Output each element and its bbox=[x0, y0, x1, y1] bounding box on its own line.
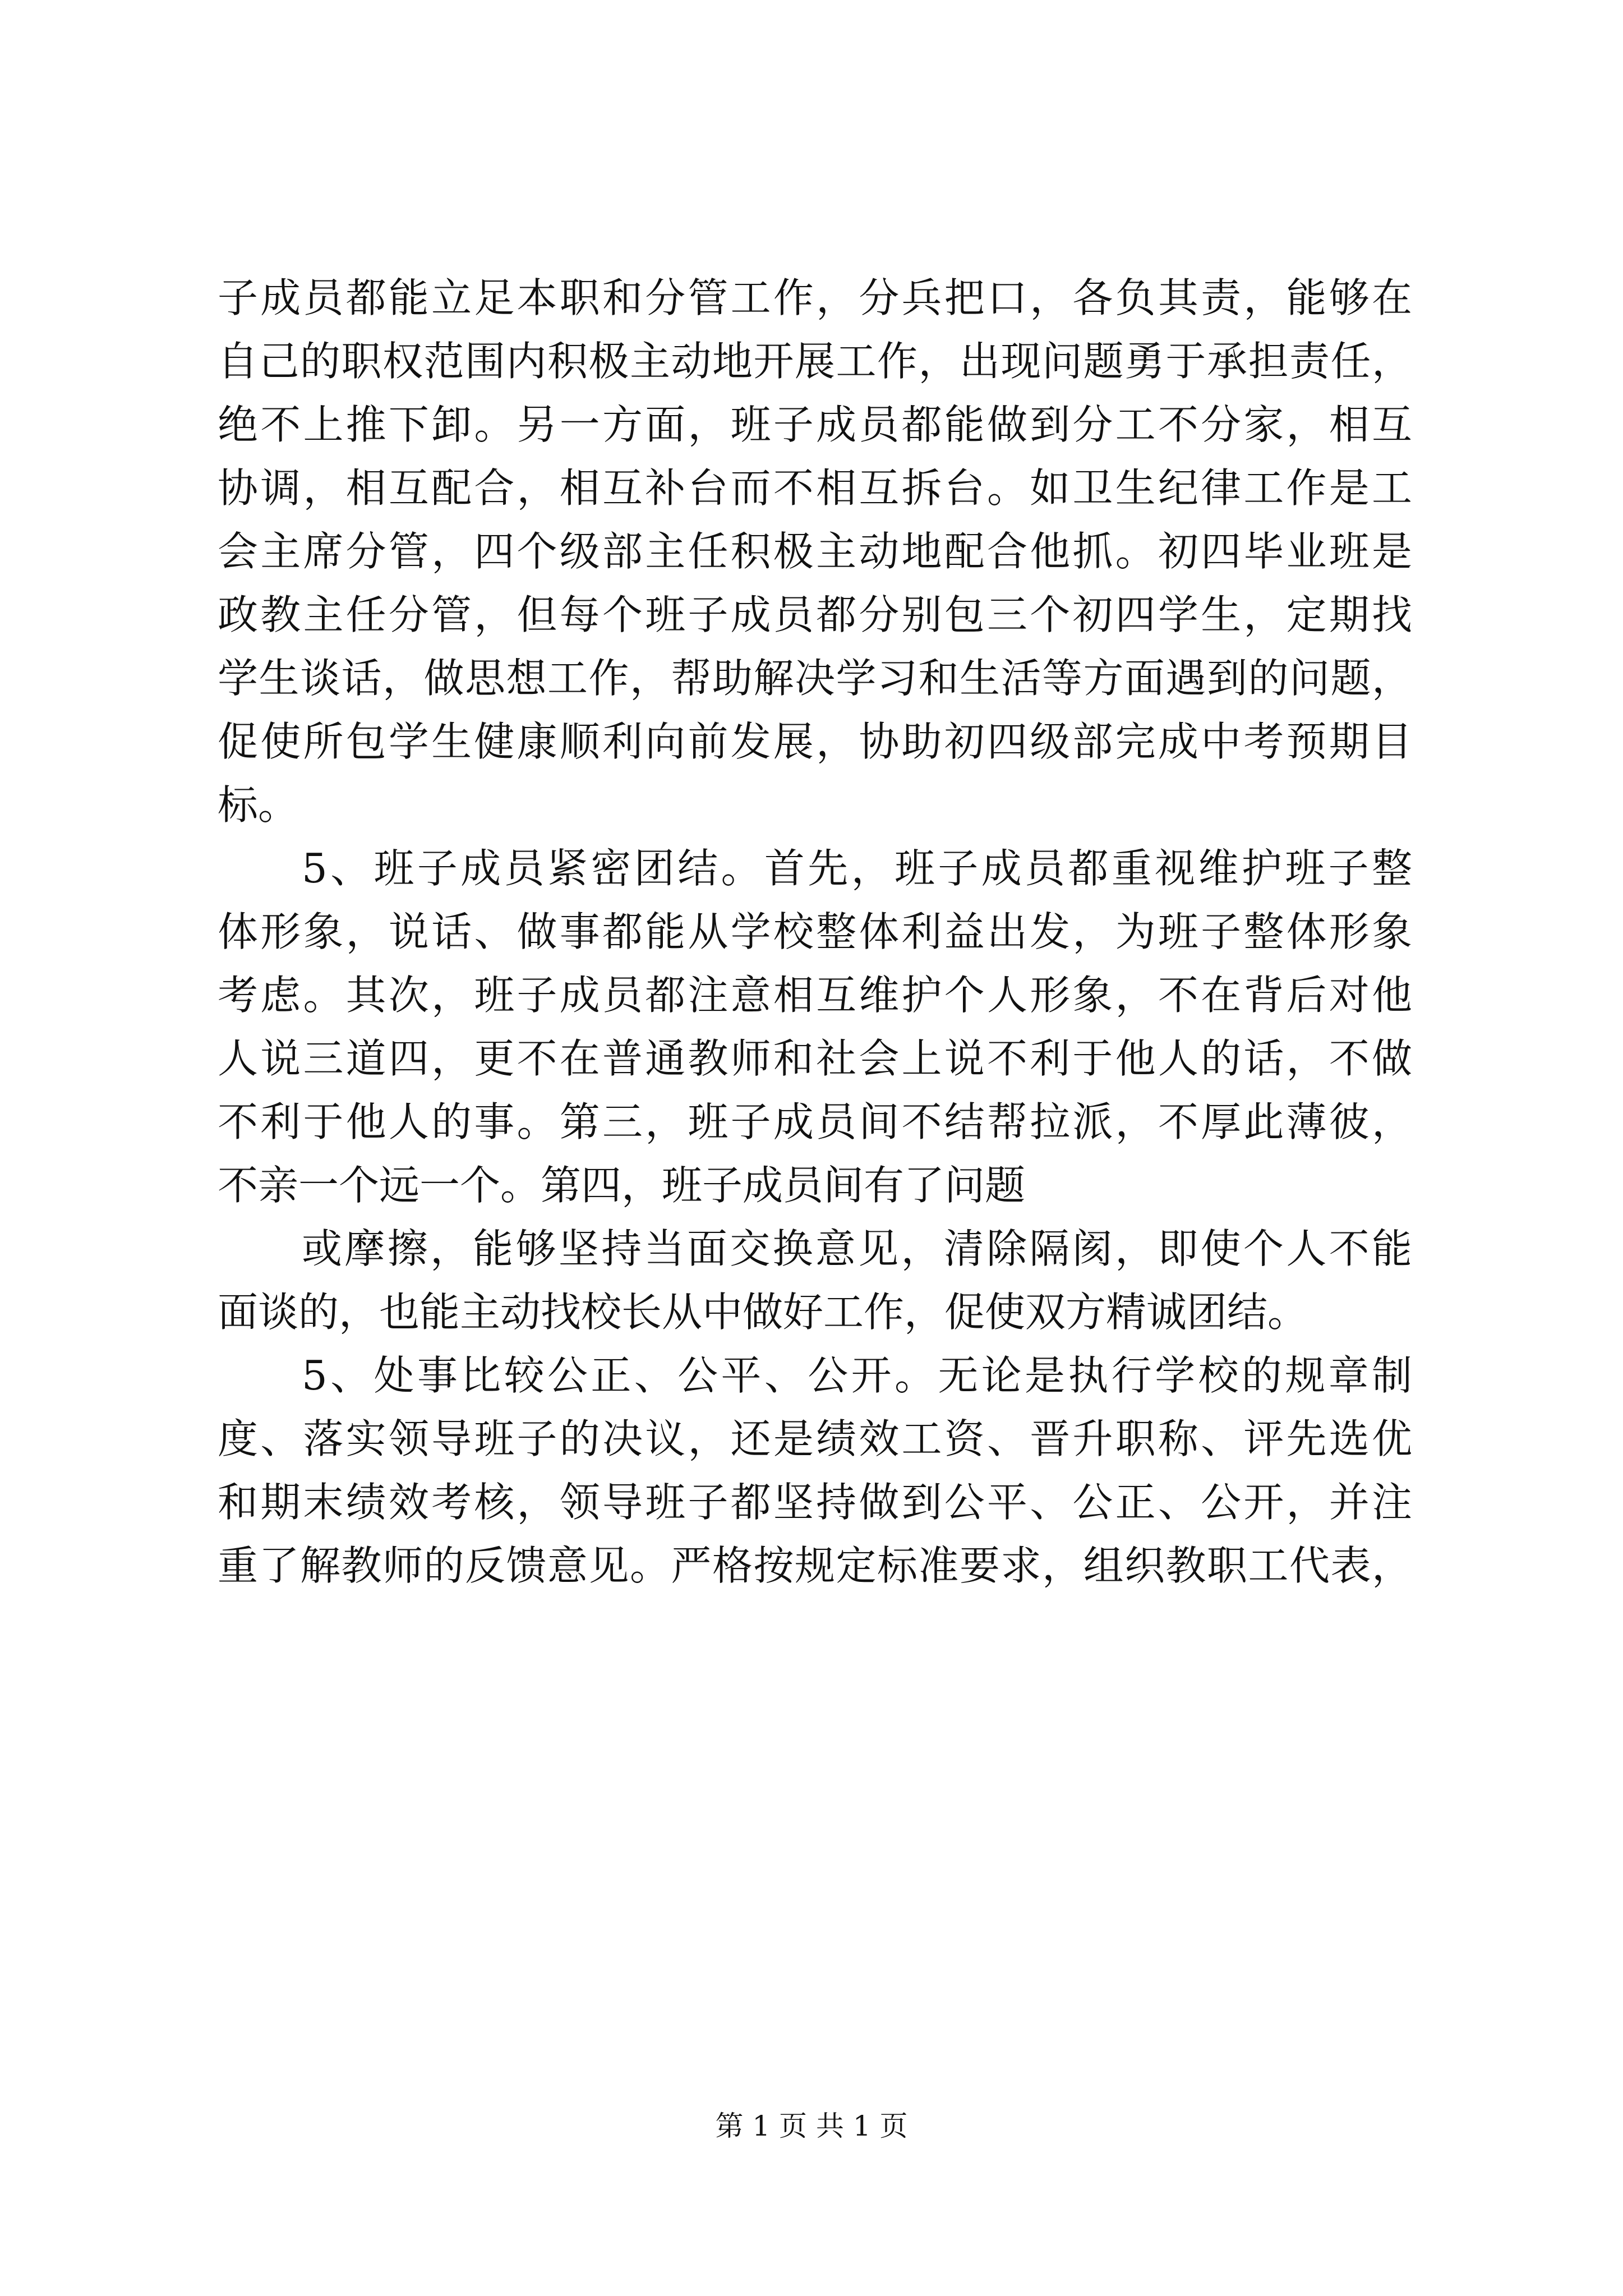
text-line: 子成员都能立足本职和分管工作，分兵把口，各负其责，能够在 bbox=[218, 274, 1412, 321]
page-number-footer: 第 1 页 共 1 页 bbox=[715, 2110, 908, 2142]
paragraph-start-line: 5、处事比较公正、公平、公开。无论是执行学校的规章制 bbox=[302, 1352, 1412, 1399]
text-line: 人说三道四，更不在普通教师和社会上说不利于他人的话，不做 bbox=[218, 1035, 1412, 1082]
text-line: 度、落实领导班子的决议，还是绩效工资、晋升职称、评先选优 bbox=[218, 1415, 1412, 1462]
text-line: 协调，相互配合，相互补台而不相互拆台。如卫生纪律工作是工 bbox=[218, 464, 1412, 512]
text-line: 体形象，说话、做事都能从学校整体利益出发，为班子整体形象 bbox=[218, 908, 1412, 955]
text-line: 学生谈话，做思想工作，帮助解决学习和生活等方面遇到的问题， bbox=[218, 655, 1412, 702]
text-line: 政教主任分管，但每个班子成员都分别包三个初四学生，定期找 bbox=[218, 591, 1412, 638]
text-line: 不利于他人的事。第三，班子成员间不结帮拉派，不厚此薄彼， bbox=[218, 1098, 1412, 1145]
paragraph-start-line: 或摩擦，能够坚持当面交换意见，清除隔阂，即使个人不能 bbox=[302, 1225, 1412, 1272]
text-line: 面谈的，也能主动找校长从中做好工作，促使双方精诚团结。 bbox=[218, 1289, 1308, 1336]
text-line: 绝不上推下卸。另一方面，班子成员都能做到分工不分家，相互 bbox=[218, 401, 1412, 448]
text-line: 考虑。其次，班子成员都注意相互维护个人形象，不在背后对他 bbox=[218, 972, 1412, 1019]
text-line: 自己的职权范围内积极主动地开展工作，出现问题勇于承担责任， bbox=[218, 338, 1412, 385]
text-line: 促使所包学生健康顺利向前发展，协助初四级部完成中考预期目 bbox=[218, 718, 1412, 765]
paragraph-start-line: 5、班子成员紧密团结。首先，班子成员都重视维护班子整 bbox=[302, 845, 1412, 892]
document-body bbox=[218, 266, 1412, 1598]
text-line: 和期末绩效考核，领导班子都坚持做到公平、公正、公开，并注 bbox=[218, 1479, 1412, 1526]
text-line: 标。 bbox=[218, 781, 299, 829]
text-line: 重了解教师的反馈意见。严格按规定标准要求，组织教职工代表， bbox=[218, 1542, 1412, 1589]
text-line: 不亲一个远一个。第四，班子成员间有了问题 bbox=[218, 1162, 1026, 1209]
text-line: 会主席分管，四个级部主任积极主动地配合他抓。初四毕业班是 bbox=[218, 528, 1412, 575]
